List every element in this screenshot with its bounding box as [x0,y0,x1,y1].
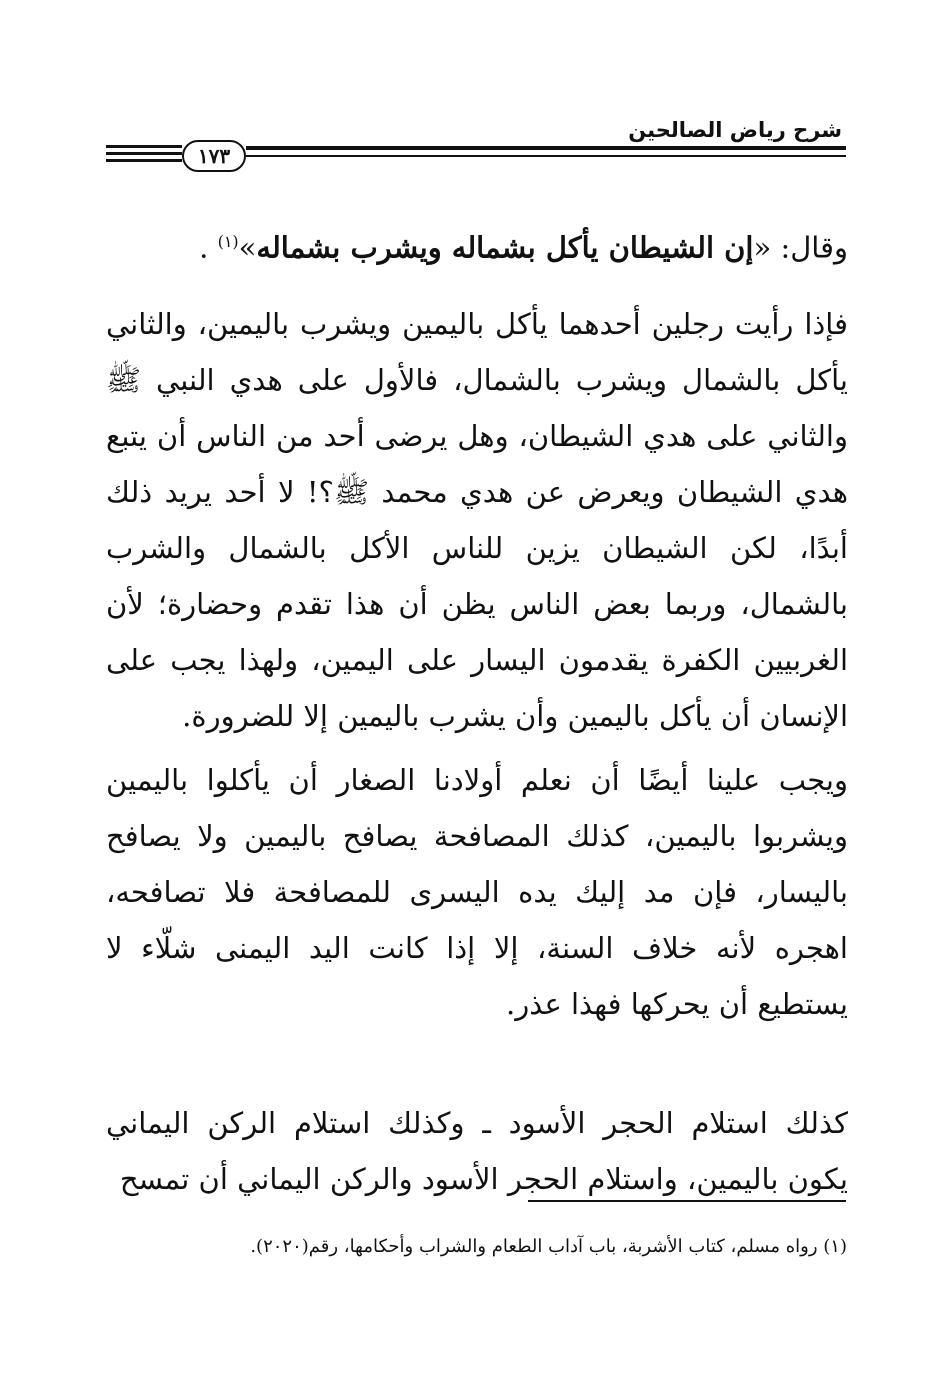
footnote-ref: (١) [217,232,239,251]
footnote-text: رواه مسلم، كتاب الأشربة، باب آداب الطعام والشراب وأحكامها، رقم(٢٠٢٠). [250,1236,818,1257]
paragraph-1 [106,214,848,276]
paragraph-3: ويجب علينا أيضًا أن نعلم أولادنا الصغار أن يأكلوا باليمين ويشربوا باليمين، كذلك المصافحة يصافح باليمين ولا يصافح باليسار، فإن مد إليك يده اليسرى للمصافحة فلا تصافحه، اهجره لأنه خلاف السنة، إلا إذا كانت اليد اليمنى شلّاء لا يستطيع أن يحركها فهذا عذر. [106,763,848,1021]
footnote-marker: (١) [823,1236,847,1257]
paragraph-4: كذلك استلام الحجر الأسود ـ وكذلك استلام الركن اليماني يكون باليمين، واستلام الحجر الأسود والركن اليماني أن تمسح [106,1106,848,1196]
footnote [107,1232,847,1262]
footnote-rule [528,1200,846,1202]
hadith-quote: إن الشيطان يأكل بشماله ويشرب بشماله [256,230,754,265]
page-number-badge [182,140,246,172]
paragraph-1-end: . [199,230,218,265]
page-number: ١٧٣ [197,144,231,168]
paragraph-1-lead: وقال: « [753,230,848,265]
paragraph-1-close: » [238,230,257,265]
running-title: شرح رياض الصالحين [628,118,842,142]
paragraph-2: فإذا رأيت رجلين أحدهما يأكل باليمين ويشرب باليمين، والثاني يأكل بالشمال ويشرب بالشمال، فالأول على هدي النبي ﷺ والثاني على هدي الشيطان، وهل يرضى أحد من الناس أن يتبع هدي الشيطان ويعرض عن هدي محمد ﷺ؟! لا أحد يريد ذلك أبدًا، لكن الشيطان يزين للناس الأكل بالشمال والشرب بالشمال، وربما بعض الناس يظن أن هذا تقدم وحضارة؛ لأن الغربيين الكفرة يقدمون اليسار على اليمين، ولهذا يجب على الإنسان أن يأكل باليمين وأن يشرب باليمين إلا للضرورة. [106,307,848,733]
